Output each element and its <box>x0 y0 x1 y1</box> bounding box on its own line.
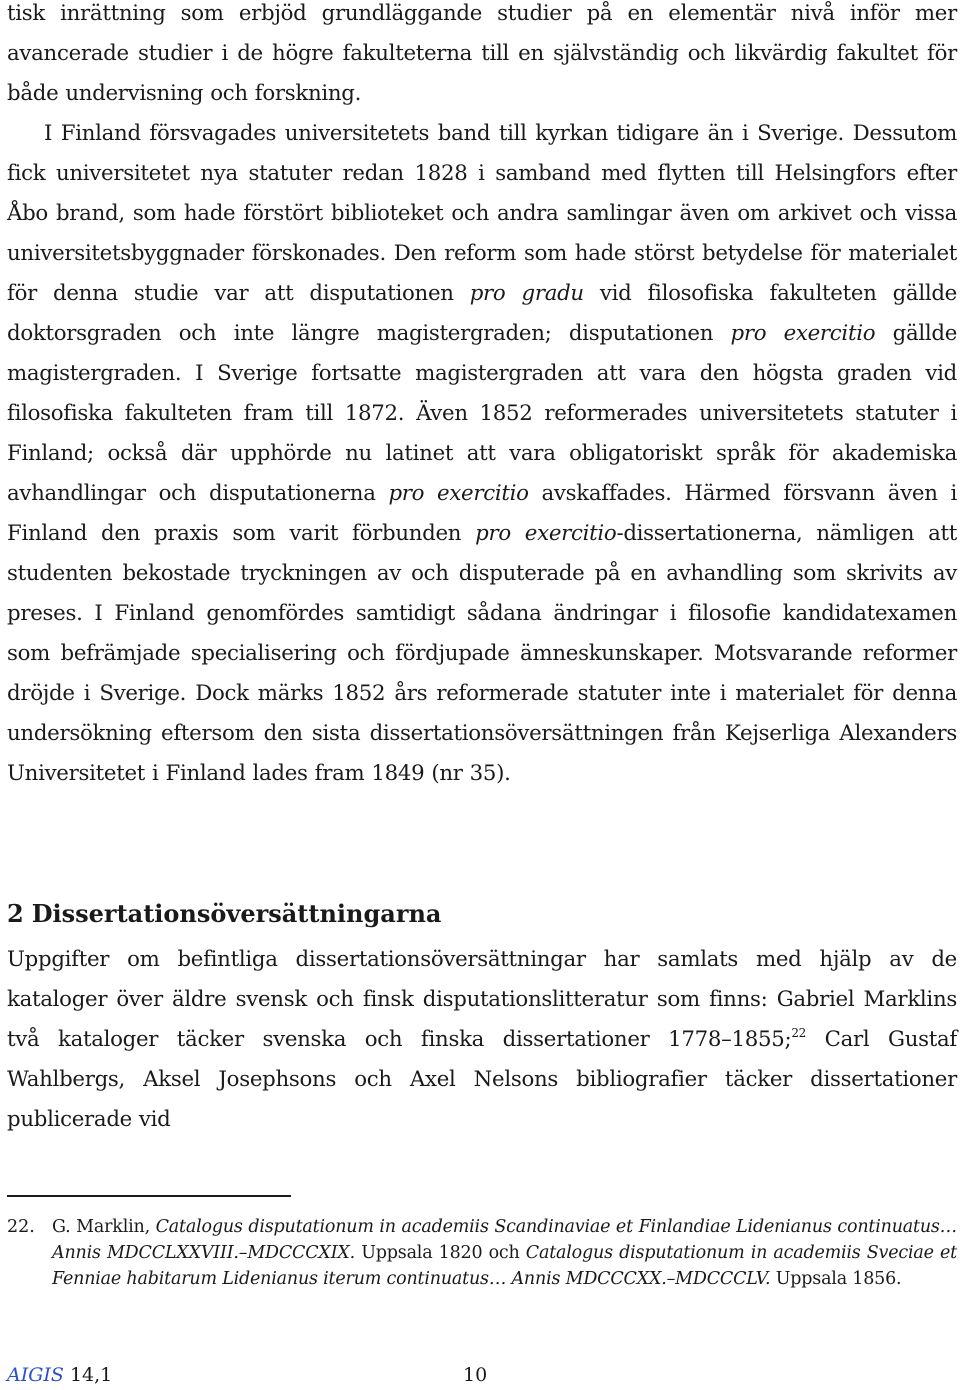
main-text <box>7 0 957 794</box>
journal-volume: 14,1 <box>69 1364 113 1386</box>
journal-link[interactable]: AIGIS <box>7 1364 64 1386</box>
paragraph-2-part-5: -dissertationerna, nämligen att studenten bekostade tryckningen av och disputerade på en avhandling som skrivits av preses. I Finland genomfördes samtidigt sådana ändringar i filosofie kandidatexamen som befrämjade specialisering och fördjupade ämneskunskaper. Motsvarande reformer dröjde i Sverige. Dock märks 1852 års reformerade statuter inte i materialet för denna undersökning eftersom den sista dissertationsöversättningen från Kejserliga Alexanders Universitetet i Finland lades fram 1849 (nr 35). <box>7 521 957 786</box>
page-number: 10 <box>463 1364 488 1386</box>
section-heading <box>7 894 441 934</box>
section-number: 2 <box>7 899 24 928</box>
footnote-number: 22. <box>7 1217 35 1237</box>
paragraph-1 <box>7 0 957 114</box>
paragraph-3-part-1: Uppgifter om befintliga dissertationsöversättningar har samlats med hjälp av de kataloger över äldre svensk och finsk disputationslitteratur som finns: Gabriel Marklins två kataloger täcker svenska och finska dissertationer 1778–1855; <box>7 947 957 1052</box>
footnote-divider <box>7 1195 291 1197</box>
paragraph-3-part-2: Carl Gustaf Wahlbergs, Aksel Josephsons och Axel Nelsons bibliografier täcker dissertationer publicerade vid <box>7 1027 957 1132</box>
paragraph-2-em-4: pro exercitio <box>475 521 617 546</box>
footnote-reference[interactable]: 22 <box>791 1026 806 1040</box>
paragraph-1-text: tisk inrättning som erbjöd grundläggande studier på en elementär nivå inför mer avancerade studier i de högre fakulteterna till en självständig och likvärdig fakultet för både undervisning och forskning. <box>7 1 957 106</box>
footnote-part-2: Uppsala 1820 och <box>355 1243 526 1263</box>
page-footer <box>7 1360 957 1390</box>
paragraph-2-em-2: pro exercitio <box>730 321 876 346</box>
footnote-part-1: G. Marklin, <box>52 1217 156 1237</box>
footnote-em-2: Catalogus disputationum in academiis Sveciae et Fenniae habitarum Lidenianus iterum continuatus… Annis MDCCCXX.–MDCCCLV. <box>52 1243 957 1289</box>
footnote-em-1: Catalogus disputationum in academiis Scandinaviae et Finlandiae Lidenianus continuatus… Annis MDCCLXXVIII.–MDCCCXIX. <box>52 1217 957 1263</box>
section-title: Dissertationsöversättningarna <box>31 899 442 928</box>
paragraph-2-em-3: pro exercitio <box>388 481 529 506</box>
paragraph-3 <box>7 940 957 1140</box>
footnote <box>7 1214 957 1292</box>
paragraph-2-part-2: vid filosofiska fakulteten gällde doktorsgraden och inte längre magistergraden; disputationen <box>7 281 957 346</box>
footnote-text <box>52 1214 957 1292</box>
paragraph-2-em-1: pro gradu <box>469 281 584 306</box>
section-text <box>7 940 957 1140</box>
footnote-part-3: Uppsala 1856. <box>770 1269 902 1289</box>
paragraph-2-part-1: I Finland försvagades universitetets band till kyrkan tidigare än i Sverige. Dessutom fick universitetet nya statuter redan 1828 i samband med flytten till Helsingfors efter Åbo brand, som hade förstört biblioteket och andra samlingar även om arkivet och vissa universitetsbyggnader förskonades. Den reform som hade störst betydelse för materialet för denna studie var att disputationen <box>7 121 957 306</box>
paragraph-2 <box>7 114 957 794</box>
paragraph-2-part-3: gällde magistergraden. I Sverige fortsatte magistergraden att vara den högsta graden vid filosofiska fakulteten fram till 1872. Även 1852 reformerades universitetets statuter i Finland; också där upphörde nu latinet att vara obligatoriskt språk för akademiska avhandlingar och disputationerna <box>7 321 957 506</box>
paragraph-2-part-4: avskaffades. Härmed försvann även i Finland den praxis som varit förbunden <box>7 481 958 546</box>
